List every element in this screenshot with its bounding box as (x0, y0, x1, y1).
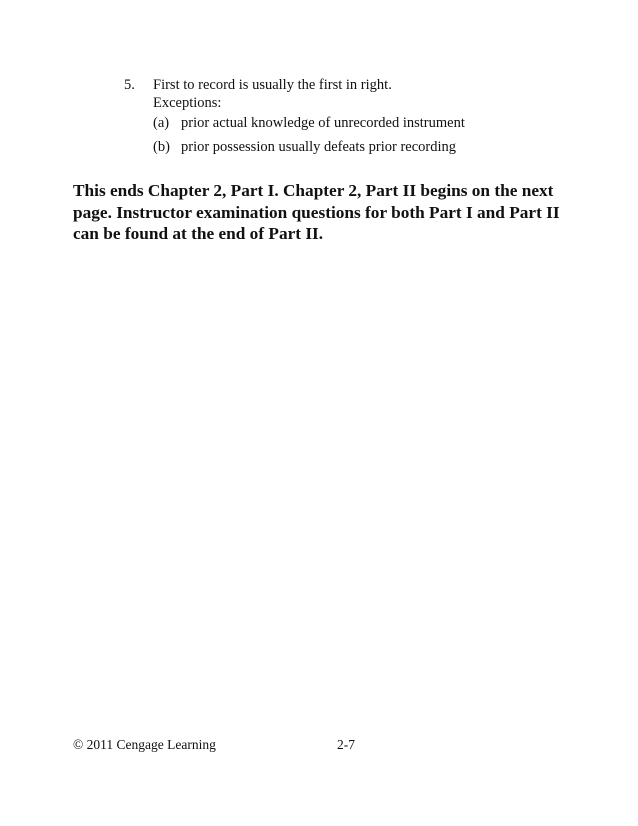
footer-page-number: 2-7 (337, 737, 355, 752)
chapter-note-line-3: can be found at the end of Part II. (73, 224, 324, 243)
exceptions-label: Exceptions: (153, 95, 222, 111)
sub-item-a-label: (a) (153, 115, 170, 131)
list-item-number: 5. (124, 77, 135, 93)
list-item-text: First to record is usually the first in right. (153, 77, 392, 93)
chapter-note-line-1: This ends Chapter 2, Part I. Chapter 2, Part II begins on the next (73, 181, 554, 200)
footer-copyright: © 2011 Cengage Learning (73, 737, 216, 752)
chapter-end-note (73, 180, 573, 245)
chapter-note-line-2: page. Instructor examination questions for both Part I and Part II (73, 202, 560, 222)
sub-item-b-text: prior possession usually defeats prior recording (181, 139, 457, 155)
sub-item-a-text: prior actual knowledge of unrecorded instrument (181, 115, 465, 131)
sub-item-b-label: (b) (153, 139, 170, 155)
